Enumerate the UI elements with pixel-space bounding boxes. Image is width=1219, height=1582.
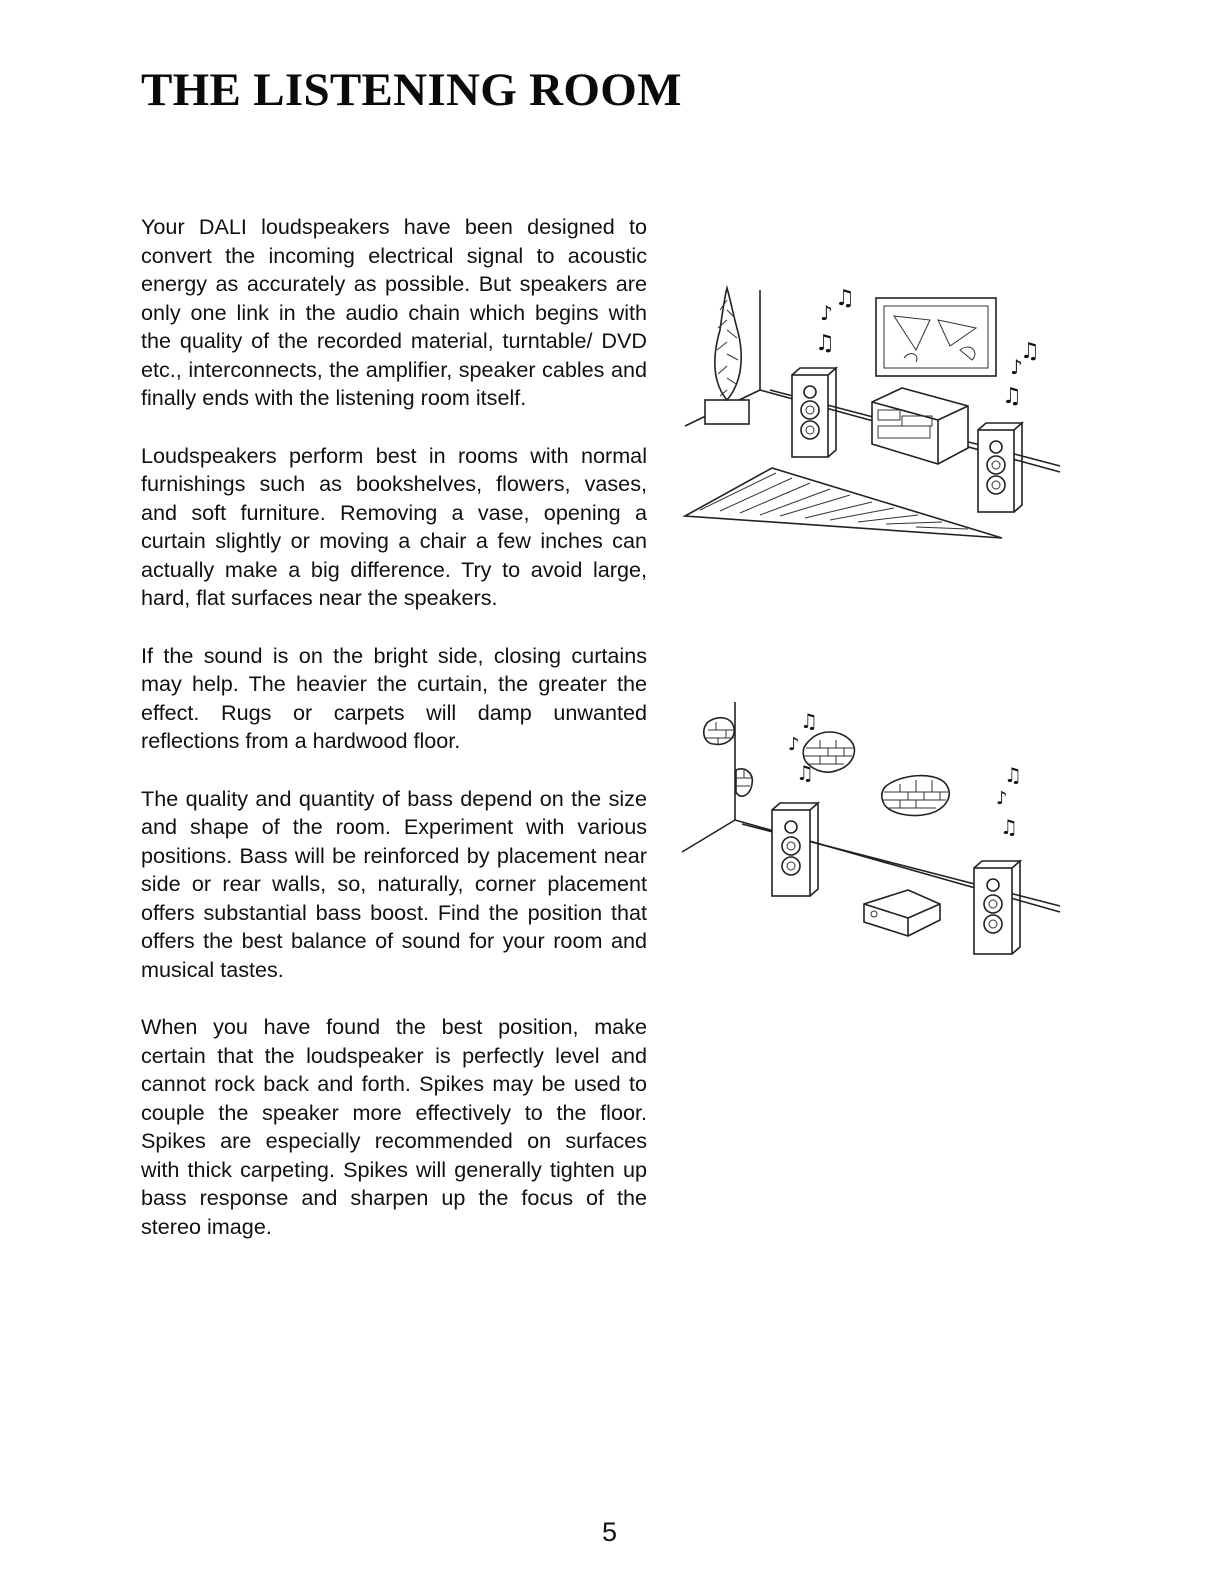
svg-text:♪: ♪ (788, 734, 800, 755)
svg-text:♫: ♫ (1004, 763, 1022, 787)
left-speaker-icon (772, 803, 818, 896)
svg-text:♫: ♫ (796, 761, 814, 785)
bare-room-illustration (680, 700, 1064, 970)
svg-text:♫: ♫ (1002, 384, 1022, 409)
svg-text:♫: ♫ (800, 709, 818, 733)
svg-text:♪: ♪ (996, 788, 1008, 809)
wall-artwork-icon (876, 298, 996, 376)
stereo-cabinet-icon (872, 388, 968, 464)
paragraph-bass: The quality and quantity of bass depend on the size and shape of the room. Experiment with various positions. Bass will be reinforced by placement near side or rear walls, so, naturally, corner placement offers substantial bass boost. Find the position that offers the best balance of sound for your room and musical tastes. (141, 785, 647, 982)
svg-text:♫: ♫ (815, 331, 835, 356)
right-speaker-icon (978, 423, 1022, 512)
right-speaker-icon (974, 861, 1020, 954)
svg-text:♫: ♫ (835, 286, 855, 311)
rug-icon (685, 468, 1002, 538)
furnished-room-illustration (680, 280, 1064, 548)
paragraph-intro: Your DALI loudspeakers have been designed to convert the incoming electrical signal to acoustic energy as accurately as possible. But speakers are only one link in the audio chain which begins with the quality of the recorded material, turntable/ DVD etc., interconnects, the amplifier, speaker cables and finally ends with the listening room itself. (141, 214, 647, 410)
page-title: THE LISTENING ROOM (141, 64, 682, 116)
svg-text:♪: ♪ (820, 301, 833, 325)
svg-text:♫: ♫ (1020, 339, 1040, 364)
left-speaker-icon (792, 368, 836, 457)
paragraph-spikes: When you have found the best position, make certain that the loudspeaker is perfectly level and cannot rock back and forth. Spikes may be used to couple the speaker more effectively to the floor. Spikes are especially recommended on surfaces with thick carpeting. Spikes will generally tighten up bass response and sharpen up the focus of the stereo image. (141, 1014, 647, 1239)
page-number: 5 (601, 1517, 618, 1547)
brick-wall-patch-icon (704, 718, 949, 816)
plant-icon (705, 288, 749, 424)
body-text (141, 213, 647, 1270)
svg-text:♪: ♪ (1010, 355, 1023, 379)
music-notes-icon (788, 709, 1022, 839)
paragraph-furnishings: Loudspeakers perform best in rooms with normal furnishings such as bookshelves, flowers, vases, and soft furniture. Removing a vase, opening a curtain slightly or moving a chair a few inches can actually make a big difference. Try to avoid large, hard, flat surfaces near the speakers. (141, 442, 647, 610)
amplifier-icon (864, 890, 940, 936)
svg-text:♫: ♫ (1000, 815, 1018, 839)
paragraph-bright-sound: If the sound is on the bright side, closing curtains may help. The heavier the curtain, the greater the effect. Rugs or carpets will damp unwanted reflections from a hardwood floor. (141, 642, 647, 753)
